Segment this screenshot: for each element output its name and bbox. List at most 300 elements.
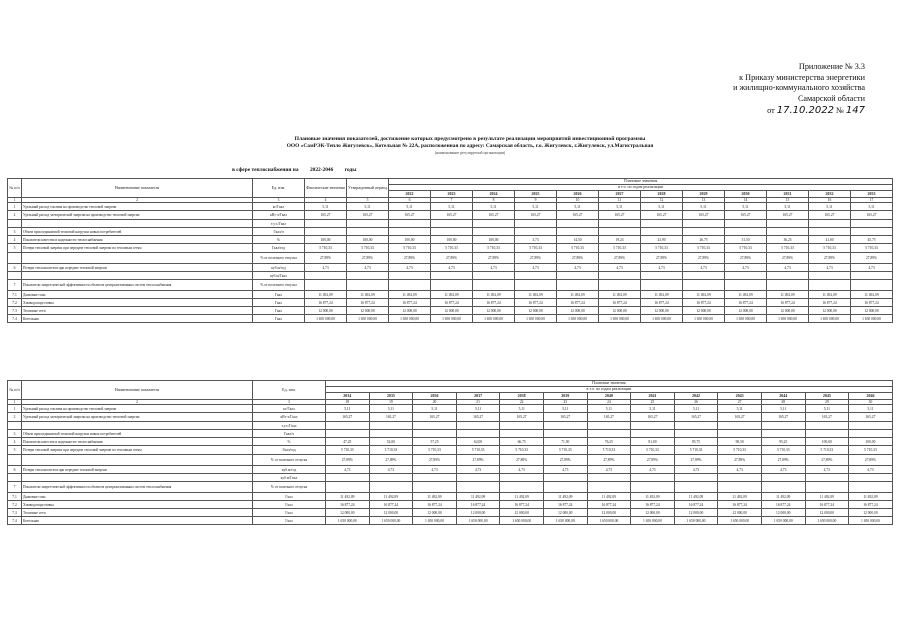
table-row <box>8 315 893 323</box>
planned-value: 31,50 <box>725 236 767 244</box>
planned-value <box>587 430 631 438</box>
actual-value <box>305 280 347 291</box>
approved-value: 4,73 <box>347 264 389 272</box>
unit-cell: куб.м/год <box>253 264 305 272</box>
planned-value: 11 492,09 <box>767 291 809 299</box>
planned-value: 4,73 <box>767 264 809 272</box>
indicator-name: Тепловые сети <box>22 509 253 517</box>
row-number: 2 <box>8 413 22 422</box>
planned-value: 11 492,09 <box>725 291 767 299</box>
table-row <box>8 272 893 280</box>
planned-value <box>326 430 370 438</box>
indicator-name: Удельный расход топлива на производство тепловой энергии <box>22 405 253 413</box>
planned-value: 165,27 <box>431 211 473 220</box>
table-row <box>8 438 893 446</box>
planned-value: 4,73 <box>369 466 413 474</box>
planned-value: 12 000,00 <box>851 307 893 315</box>
unit-cell: кВт·ч/Гкал <box>253 413 326 422</box>
table-row <box>8 482 893 493</box>
planned-value: 27,89% <box>456 455 500 466</box>
planned-value: 4,73 <box>515 264 557 272</box>
indicator-name <box>22 455 253 466</box>
table-row <box>8 211 893 220</box>
actual-value <box>305 272 347 280</box>
row-number: 5 <box>8 446 22 455</box>
year-header: 2041 <box>631 393 675 400</box>
planned-value: 1 650 000,00 <box>631 517 675 525</box>
planned-value <box>515 272 557 280</box>
column-number: 27 <box>718 400 762 405</box>
indicator-name: Дымовые газы <box>22 291 253 299</box>
column-number: 30 <box>849 400 893 405</box>
planned-value: 1 650 000,00 <box>326 517 370 525</box>
unit-cell: кВт·ч/Гкал <box>253 211 305 220</box>
planned-value: 16 877,24 <box>599 299 641 307</box>
planned-value: 27,89% <box>761 455 805 466</box>
planned-value: 5 710,33 <box>413 446 457 455</box>
planned-value: 11 492,09 <box>805 493 849 501</box>
year-header: 2032 <box>809 191 851 198</box>
year-header: 2026 <box>557 191 599 198</box>
column-number: 2 <box>22 400 253 405</box>
date-prefix: от <box>767 106 775 116</box>
planned-value <box>631 474 675 482</box>
row-number: 7.3 <box>8 509 22 517</box>
row-number: 6 <box>8 264 22 272</box>
planned-value: 5,11 <box>515 203 557 211</box>
planned-value: 4,73 <box>851 264 893 272</box>
planned-value: 1 650 000,00 <box>473 315 515 323</box>
planned-value: 12 000,00 <box>761 509 805 517</box>
heading-organization: ООО «СамРЭК-Тепло Жигулевск», Котельная № 22А, расположенная по адресу: Самарская область, г.о. Жигулевск, г.Жигулевск, ул.Магистральная <box>286 143 654 150</box>
planned-value <box>389 272 431 280</box>
planned-value: 5 710,33 <box>557 244 599 253</box>
row-number: 7.4 <box>8 315 22 323</box>
table-row <box>8 291 893 299</box>
row-number: 7.3 <box>8 307 22 315</box>
planned-value: 11 492,09 <box>599 291 641 299</box>
row-number: 1 <box>8 405 22 413</box>
heading-title: Плановые значения показателей, достижение которых предусмотрено в результате реализации мероприятий инвестиционной программы <box>294 136 646 142</box>
planned-value: 12 000,00 <box>725 307 767 315</box>
planned-value: 5 710,33 <box>543 446 587 455</box>
planned-value: 11 492,09 <box>500 493 544 501</box>
approved-value <box>347 228 389 236</box>
planned-value <box>599 220 641 228</box>
planned-value: 5 710,33 <box>809 244 851 253</box>
indicator-name: Котельная <box>22 517 253 525</box>
planned-value <box>674 430 718 438</box>
planned-value: 1 650 000,00 <box>767 315 809 323</box>
planned-value: 11 492,09 <box>543 493 587 501</box>
planned-value: 100,00 <box>849 438 893 446</box>
year-header: 2045 <box>805 393 849 400</box>
planned-value: 71,50 <box>543 438 587 446</box>
planned-value: 16 877,24 <box>631 501 675 509</box>
indicator-name: Объем присоединяемой тепловой нагрузки новых потребителей <box>22 430 253 438</box>
planned-value: 11 492,09 <box>557 291 599 299</box>
appendix-order: к Приказу министерства энергетики <box>739 72 865 82</box>
planned-value <box>473 220 515 228</box>
planned-value: 165,27 <box>389 211 431 220</box>
table-row <box>8 307 893 315</box>
header-number: № п/п <box>8 179 22 198</box>
planned-value: 16 877,24 <box>326 501 370 509</box>
planned-value <box>725 272 767 280</box>
planned-value: 16 877,24 <box>587 501 631 509</box>
planned-value: 27,89% <box>683 253 725 264</box>
planned-value: 4,73 <box>674 466 718 474</box>
planned-value <box>849 474 893 482</box>
indicator-name: Показатели качества и надежности теплоснабжения <box>22 236 253 244</box>
header-unit: Ед. изм. <box>253 179 305 198</box>
planned-value <box>674 474 718 482</box>
indicator-name <box>22 272 253 280</box>
planned-value <box>761 430 805 438</box>
planned-value: 165,27 <box>599 211 641 220</box>
column-number: 29 <box>805 400 849 405</box>
planned-value: 1 650 000,00 <box>851 315 893 323</box>
planned-value <box>725 280 767 291</box>
table-row <box>8 280 893 291</box>
column-number: 12 <box>641 198 683 203</box>
planned-value <box>389 220 431 228</box>
planned-value: 12 000,00 <box>849 509 893 517</box>
year-header: 2025 <box>515 191 557 198</box>
column-number: 8 <box>473 198 515 203</box>
indicator-name: Потери тепловой энергии при передаче тепловой энергии по тепловым сетям <box>22 244 253 253</box>
appendix-block <box>675 62 865 117</box>
planned-value: 5 710,33 <box>389 244 431 253</box>
planned-value: 5,11 <box>456 405 500 413</box>
row-number <box>8 220 22 228</box>
planned-value <box>431 280 473 291</box>
planned-value: 11 492,09 <box>515 291 557 299</box>
planned-value: 12 000,00 <box>500 509 544 517</box>
planned-value <box>473 272 515 280</box>
planned-value: 12 000,00 <box>369 509 413 517</box>
planned-value: 5,11 <box>413 405 457 413</box>
appendix-date-line <box>675 106 865 117</box>
planned-value <box>543 422 587 430</box>
indicator-name: Удельный расход топлива на производство тепловой энергии <box>22 203 253 211</box>
unit-cell: Гкал <box>253 291 305 299</box>
planned-value: 27,89% <box>431 253 473 264</box>
unit-cell: куб.м/Гкал <box>253 272 305 280</box>
planned-value <box>805 430 849 438</box>
column-number: 1 <box>8 198 22 203</box>
year-header: 2031 <box>767 191 809 198</box>
planned-value: 12 000,00 <box>631 509 675 517</box>
unit-cell: Гкал <box>253 493 326 501</box>
planned-value <box>683 280 725 291</box>
indicator-name <box>22 253 253 264</box>
unit-cell: Гкал/год <box>253 446 326 455</box>
planned-value: 1 650 000,00 <box>389 315 431 323</box>
planned-value: 1 650 000,00 <box>557 315 599 323</box>
planned-value <box>641 280 683 291</box>
planned-value <box>431 220 473 228</box>
planned-value: 5 710,33 <box>849 446 893 455</box>
planned-value <box>761 474 805 482</box>
approved-value: 16 877,24 <box>347 299 389 307</box>
planned-value: 12 000,00 <box>767 307 809 315</box>
planned-value <box>805 482 849 493</box>
planned-value: 11 492,09 <box>851 291 893 299</box>
column-number: 14 <box>725 198 767 203</box>
planned-value: 16 877,24 <box>500 501 544 509</box>
document-heading <box>150 136 790 158</box>
planned-value: 27,89% <box>674 455 718 466</box>
planned-value <box>631 482 675 493</box>
unit-cell: % от полезного отпуска <box>253 455 326 466</box>
planned-value: 4,73 <box>718 466 762 474</box>
planned-value: 5 710,33 <box>725 244 767 253</box>
planned-value: 12 000,00 <box>543 509 587 517</box>
table-row <box>8 244 893 253</box>
table-row <box>8 493 893 501</box>
table-row <box>8 228 893 236</box>
indicator-name: Удельный расход электрической энергии на производство тепловой энергии <box>22 413 253 422</box>
planned-value: 16 877,24 <box>456 501 500 509</box>
planned-value: 165,27 <box>456 413 500 422</box>
planned-value <box>851 272 893 280</box>
planned-value: 165,27 <box>473 211 515 220</box>
planned-value: 27,89% <box>500 455 544 466</box>
planned-value <box>473 280 515 291</box>
appendix-ministry: и жилищно-коммунального хозяйства <box>733 83 865 93</box>
planned-value: 62,00 <box>456 438 500 446</box>
planned-value: 165,27 <box>809 211 851 220</box>
planned-value: 1 650 000,00 <box>515 315 557 323</box>
indicator-name <box>22 422 253 430</box>
planned-value: 12 000,00 <box>683 307 725 315</box>
planned-value: 1 650 000,00 <box>413 517 457 525</box>
table-row <box>8 517 893 525</box>
planned-value: 1 650 000,00 <box>805 517 849 525</box>
planned-value: 95,25 <box>761 438 805 446</box>
row-number <box>8 253 22 264</box>
indicator-name: Потери теплоносителя при передаче тепловой энергии <box>22 466 253 474</box>
planned-value: 5,11 <box>718 405 762 413</box>
table-row <box>8 455 893 466</box>
sphere-period: 2022-2046 <box>309 167 334 173</box>
planned-value <box>500 422 544 430</box>
planned-value <box>631 430 675 438</box>
planned-value <box>456 482 500 493</box>
planned-value <box>849 430 893 438</box>
row-number <box>8 272 22 280</box>
planned-value <box>557 220 599 228</box>
planned-value: 27,89% <box>725 253 767 264</box>
indicator-name: Дымовые газы <box>22 493 253 501</box>
planned-value: 16 877,24 <box>413 501 457 509</box>
column-number: 11 <box>599 198 641 203</box>
column-number: 18 <box>326 400 370 405</box>
indicator-name: Химводоподготовка <box>22 299 253 307</box>
approved-value: 27,89% <box>347 253 389 264</box>
planned-value: 12 000,00 <box>718 509 762 517</box>
planned-value <box>809 220 851 228</box>
column-number: 2 <box>22 198 253 203</box>
planned-value: 100,00 <box>805 438 849 446</box>
year-header: 2029 <box>683 191 725 198</box>
unit-cell: куб.м/год <box>253 466 326 474</box>
planned-value: 4,73 <box>849 466 893 474</box>
planned-value: 52,00 <box>369 438 413 446</box>
planned-value: 27,89% <box>369 455 413 466</box>
planned-value: 26,75 <box>683 236 725 244</box>
planned-value: 47,25 <box>326 438 370 446</box>
planned-value: 4,73 <box>500 466 544 474</box>
planned-value: 165,27 <box>413 413 457 422</box>
planned-value <box>767 220 809 228</box>
planned-value: 165,27 <box>725 211 767 220</box>
indicator-name: Удельный расход электрической энергии на производство тепловой энергии <box>22 211 253 220</box>
planned-value <box>587 482 631 493</box>
unit-cell: Гкал <box>253 501 326 509</box>
planned-value: 5 710,33 <box>473 244 515 253</box>
column-number: 16 <box>809 198 851 203</box>
column-number: 21 <box>456 400 500 405</box>
column-number: 25 <box>631 400 675 405</box>
table-row <box>8 203 893 211</box>
planned-value: 5 710,33 <box>587 446 631 455</box>
planned-value: 12 000,00 <box>473 307 515 315</box>
planned-value <box>805 422 849 430</box>
planned-value <box>725 220 767 228</box>
approved-value <box>347 280 389 291</box>
planned-value: 1 650 000,00 <box>587 517 631 525</box>
row-number: 6 <box>8 466 22 474</box>
planned-value: 27,89% <box>326 455 370 466</box>
column-number: 9 <box>515 198 557 203</box>
planned-value: 4,73 <box>456 466 500 474</box>
planned-value: 4,73 <box>389 264 431 272</box>
row-number: 5 <box>8 244 22 253</box>
planned-value <box>641 272 683 280</box>
planned-value <box>515 280 557 291</box>
row-number: 4 <box>8 236 22 244</box>
planned-value: 5 710,33 <box>718 446 762 455</box>
planned-value: 11 492,09 <box>456 493 500 501</box>
planned-value <box>456 430 500 438</box>
approved-value <box>347 272 389 280</box>
planned-value <box>456 422 500 430</box>
column-number: 24 <box>587 400 631 405</box>
column-number: 13 <box>683 198 725 203</box>
planned-value: 11 492,09 <box>431 291 473 299</box>
planned-value: 16 877,24 <box>683 299 725 307</box>
row-number: 7 <box>8 482 22 493</box>
planned-value <box>557 228 599 236</box>
planned-value: 5,11 <box>641 203 683 211</box>
planned-value: 4,73 <box>413 466 457 474</box>
planned-value <box>369 482 413 493</box>
planned-value: 4,73 <box>809 264 851 272</box>
unit-cell: Гкал/ч <box>253 228 305 236</box>
planned-value: 57,25 <box>413 438 457 446</box>
planned-value: 5 710,33 <box>515 244 557 253</box>
planned-value: 27,89% <box>849 455 893 466</box>
planned-value <box>326 474 370 482</box>
planned-value <box>431 228 473 236</box>
table-row <box>8 236 893 244</box>
unit-cell: кг/Гкал <box>253 203 305 211</box>
number-prefix: № <box>836 106 844 116</box>
planned-value <box>369 422 413 430</box>
planned-value <box>413 482 457 493</box>
planned-value: 165,27 <box>500 413 544 422</box>
year-header: 2035 <box>369 393 413 400</box>
planned-value: 1 650 000,00 <box>761 517 805 525</box>
planned-value: 5 710,33 <box>674 446 718 455</box>
planned-value <box>851 228 893 236</box>
planned-value <box>543 482 587 493</box>
planned-value <box>473 228 515 236</box>
header-by-years: в т.ч. по годам реализации <box>326 387 893 393</box>
planned-value <box>515 228 557 236</box>
handwritten-date: 17.10.2022 <box>776 105 834 117</box>
planned-value: 165,27 <box>587 413 631 422</box>
unit-cell: % <box>253 236 305 244</box>
sphere-suffix: годы <box>344 167 357 173</box>
actual-value: 4,73 <box>305 264 347 272</box>
planned-value <box>718 422 762 430</box>
planned-value <box>809 228 851 236</box>
planned-value: 16 877,24 <box>543 501 587 509</box>
actual-value: 1 650 000,00 <box>305 315 347 323</box>
indicator-name: Химводоподготовка <box>22 501 253 509</box>
actual-value: 11 492,09 <box>305 291 347 299</box>
indicators-table-2022-2033 <box>7 178 893 323</box>
planned-value <box>809 280 851 291</box>
indicator-name: Потери теплоносителя при передаче тепловой энергии <box>22 264 253 272</box>
planned-value: 85,75 <box>674 438 718 446</box>
planned-value <box>641 220 683 228</box>
unit-cell: Гкал <box>253 299 305 307</box>
indicator-name: Показатели энергетической эффективности объектов централизованных систем теплоснабжения <box>22 280 253 291</box>
indicator-name <box>22 220 253 228</box>
planned-value: 16 877,24 <box>805 501 849 509</box>
unit-cell: т.у.т./Гкал <box>253 422 326 430</box>
unit-cell: Гкал/ч <box>253 430 326 438</box>
indicator-name: Тепловые сети <box>22 307 253 315</box>
indicator-name: Объем присоединяемой тепловой нагрузки новых потребителей <box>22 228 253 236</box>
planned-value: 16 877,24 <box>515 299 557 307</box>
planned-value <box>641 228 683 236</box>
table-row <box>8 405 893 413</box>
planned-value <box>413 422 457 430</box>
planned-value: 5,11 <box>389 203 431 211</box>
planned-value: 4,73 <box>761 466 805 474</box>
planned-value: 5,11 <box>674 405 718 413</box>
planned-value <box>809 272 851 280</box>
actual-value <box>305 220 347 228</box>
row-number <box>8 422 22 430</box>
unit-cell: % <box>253 438 326 446</box>
column-number: 4 <box>305 198 347 203</box>
planned-value <box>851 280 893 291</box>
row-number: 7.2 <box>8 299 22 307</box>
indicator-name: Котельная <box>22 315 253 323</box>
planned-value: 4,73 <box>473 264 515 272</box>
unit-cell: % от полезного отпуска <box>253 253 305 264</box>
planned-value <box>599 272 641 280</box>
planned-value: 5,11 <box>805 405 849 413</box>
header-indicator-name: Наименование показателя <box>22 381 253 400</box>
planned-value: 5 710,33 <box>326 446 370 455</box>
